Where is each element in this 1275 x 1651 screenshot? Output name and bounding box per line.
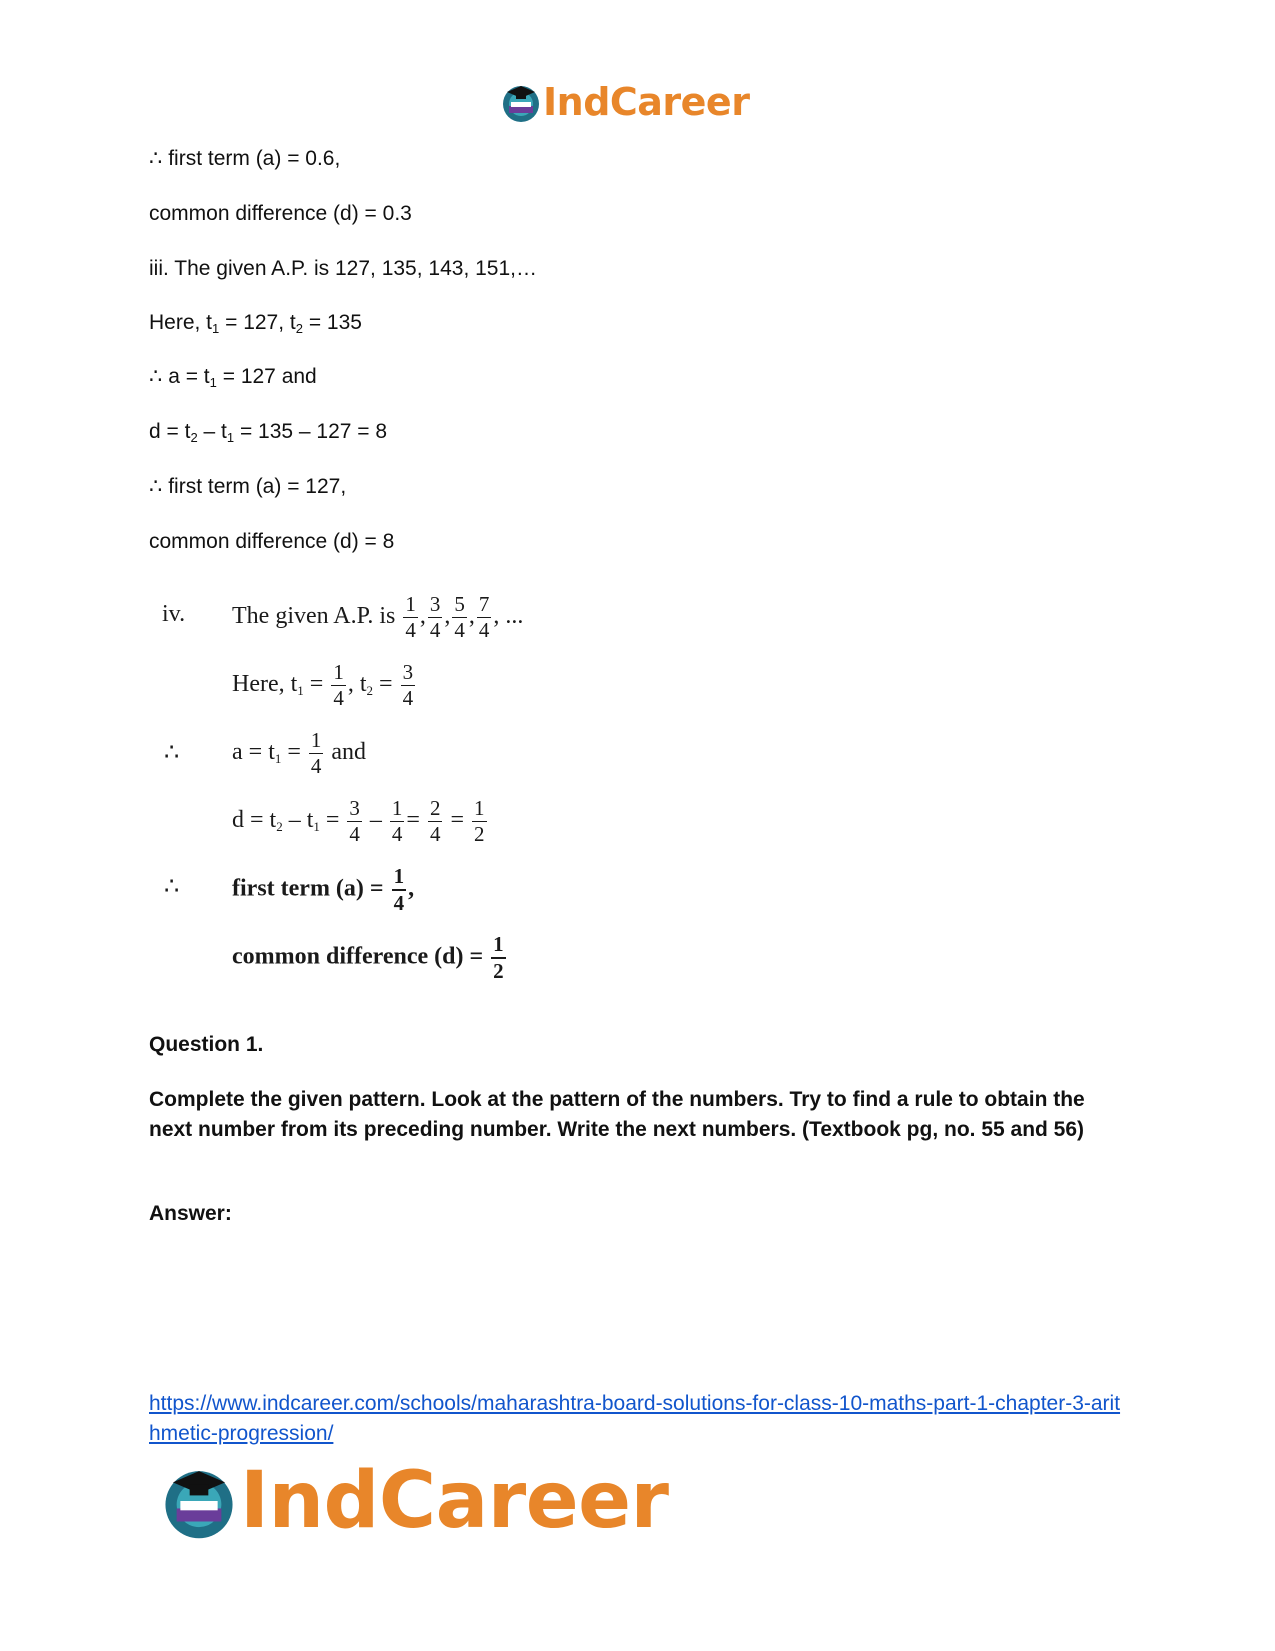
math-line: $d = t_2 - t_1$ = $\frac{3}{4}$ – $\frac{1}{4}$ = $\frac{2}{4}$ = $\frac{1}{2}$ <box>232 796 485 846</box>
math-line: first term (a) = $\frac{1}{4}$ , <box>232 864 415 915</box>
text-line: ∴ $a = t_1 = 127$ and <box>149 365 317 390</box>
indcareer-logo-header <box>499 78 749 126</box>
math-line: common difference (d) = $\frac{1}{2}$ <box>232 932 504 983</box>
graduation-globe-icon <box>158 1460 240 1542</box>
math-line: $a = t_1$ = $\frac{1}{4}$ and <box>232 728 367 778</box>
text-line: common difference (d) = 0.3 <box>149 202 412 225</box>
math-line: Here, $t_1$ = $\frac{1}{4}$ , $t_2$ = $\frac{3}{4}$ <box>232 660 414 710</box>
text-line: Here, $t_1 = 127$, $t_2 = 135$ <box>149 311 362 336</box>
logo-wordmark: IndCareer <box>543 80 750 124</box>
math-line: The given A.P. is $\frac{1}{4}$ , $\frac{3}{4}$ , $\frac{5}{4}$ , $\frac{7}{4}$ , ... <box>232 592 524 642</box>
text-line: ∴ first term (a) = 0.6, <box>149 147 341 170</box>
text-line: common difference (d) = 8 <box>149 530 395 553</box>
text-line: ∴ first term (a) = 127, <box>149 475 347 498</box>
text-line: $d = t_2 - t_1 = 135 - 127 = 8$ <box>149 420 388 445</box>
math-label: iv. <box>162 601 186 627</box>
therefore-symbol: ∴ <box>164 874 180 900</box>
question-text: Complete the given pattern. Look at the pattern of the numbers. Try to find a rule to obtain the next number from its preceding number. Write the next numbers. (Textbook pg, no. 55 and 56) <box>149 1088 1085 1141</box>
question-heading: Question 1. <box>149 1033 264 1056</box>
graduation-globe-icon <box>499 80 543 124</box>
indcareer-logo-footer <box>158 1455 669 1547</box>
answer-label: Answer: <box>149 1202 232 1225</box>
source-link[interactable]: https://www.indcareer.com/schools/maharashtra-board-solutions-for-class-10-maths-part-1-chapter-3-arithmetic-progression/ <box>149 1392 1121 1445</box>
text-line: iii. The given A.P. is 127, 135, 143, 151,… <box>149 257 537 280</box>
logo-wordmark: IndCareer <box>240 1456 669 1546</box>
therefore-symbol: ∴ <box>164 740 180 766</box>
